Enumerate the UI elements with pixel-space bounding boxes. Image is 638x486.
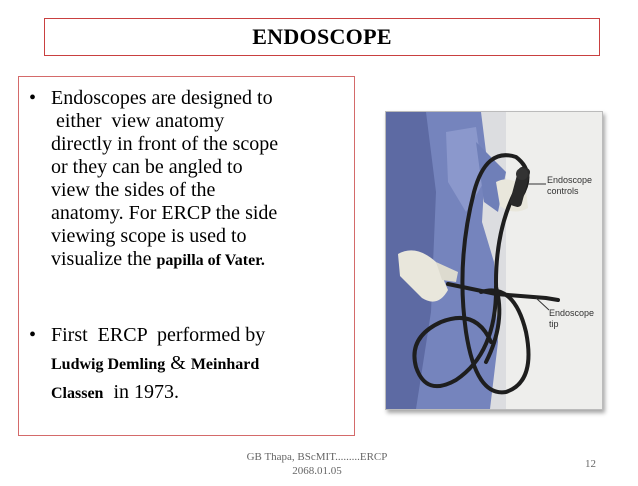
text-line <box>51 381 359 405</box>
text-line: Endoscopes are designed to <box>51 87 273 109</box>
papilla-of-vater: papilla of Vater. <box>156 252 265 269</box>
text-line: view the sides of the <box>51 179 216 201</box>
text-line: anatomy. For ERCP the side <box>51 202 278 224</box>
bullet-marker: • <box>29 324 37 346</box>
footer-credit <box>232 450 402 478</box>
page-number: 12 <box>585 458 596 470</box>
bullet-marker: • <box>29 87 37 109</box>
name-classen: Classen <box>51 385 104 402</box>
bullet-text <box>51 87 359 272</box>
footer-line-2: 2068.01.05 <box>292 465 342 477</box>
text-fragment: visualize the <box>51 248 157 270</box>
label-controls-2: controls <box>547 186 579 196</box>
label-controls-1: Endoscope <box>547 175 593 185</box>
slide-title-box <box>44 18 600 56</box>
text-line <box>51 248 359 272</box>
year-text: in 1973. <box>103 381 180 403</box>
endoscope-photo-illustration <box>386 112 602 409</box>
ampersand: & <box>165 352 191 374</box>
text-line: or they can be angled to <box>51 156 243 178</box>
text-line: either view anatomy <box>51 110 225 132</box>
text-line <box>51 352 359 376</box>
slide-title: ENDOSCOPE <box>252 24 392 49</box>
text-line: First ERCP performed by <box>51 324 266 346</box>
bullet-text <box>51 324 359 405</box>
footer-line-1: GB Thapa, BScMIT.........ERCP <box>246 451 388 463</box>
name-meinhard: Meinhard <box>190 356 260 373</box>
label-tip-2: tip <box>549 319 559 329</box>
label-tip-1: Endoscope <box>549 308 595 318</box>
text-line: viewing scope is used to <box>51 225 247 247</box>
name-ludwig-demling: Ludwig Demling <box>51 356 166 373</box>
endoscope-photo <box>385 111 603 410</box>
text-line: directly in front of the scope <box>51 133 279 155</box>
content-box <box>18 76 355 436</box>
